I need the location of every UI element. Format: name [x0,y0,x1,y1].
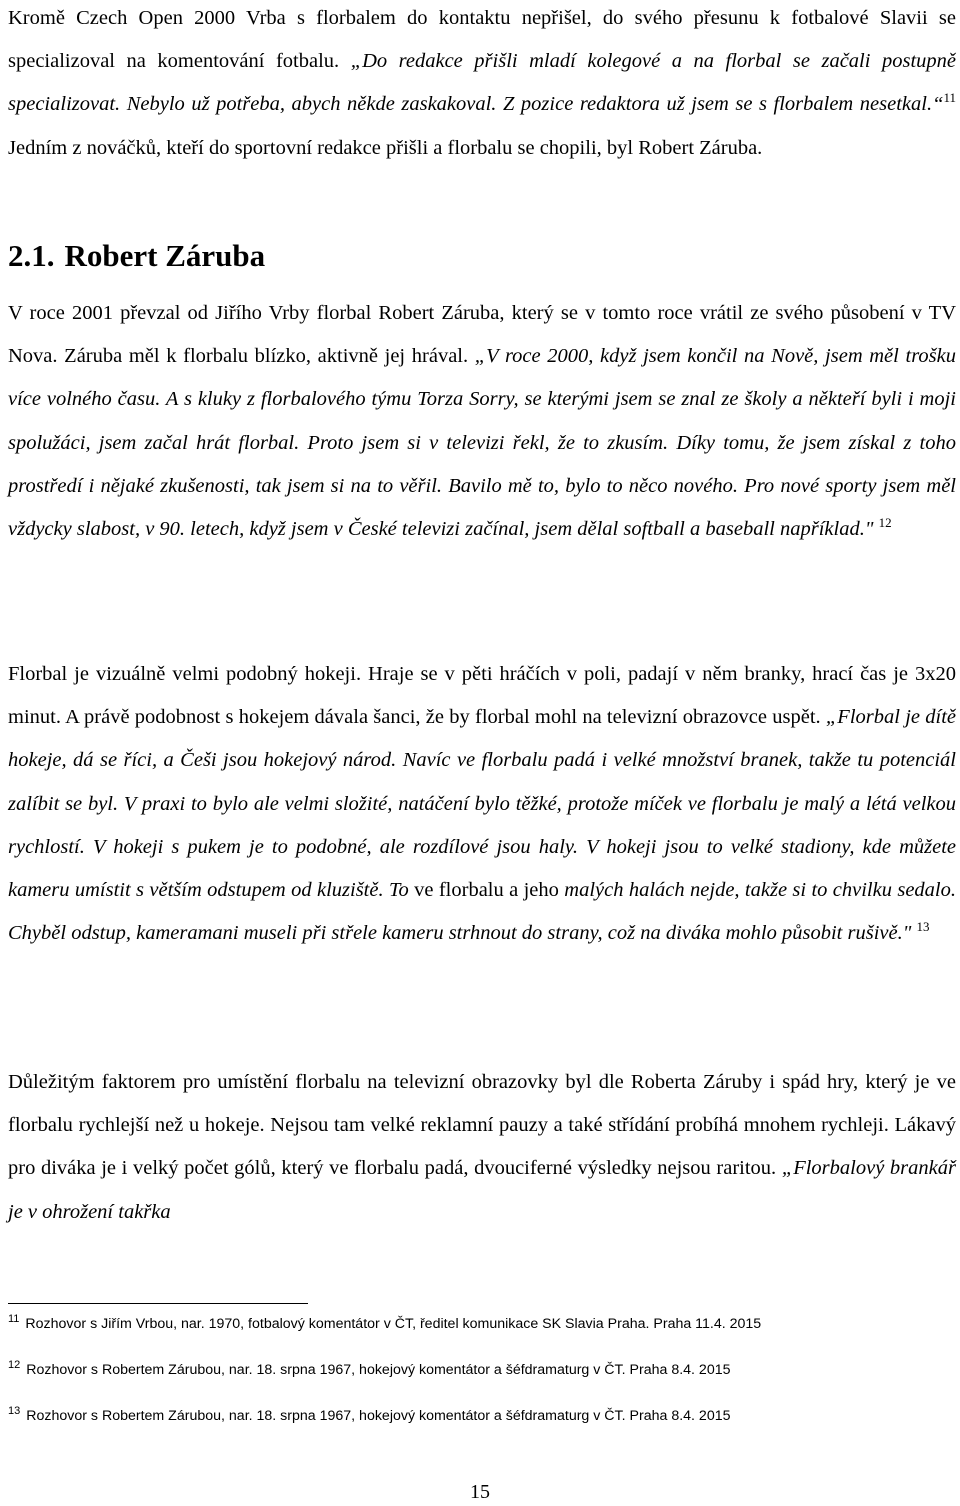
paragraph-text: Důležitým faktorem pro umístění florbalu na televizní obrazovky byl dle Roberta Záruby i spád hry, který je ve florbalu rychlejší než u hokeje. Nejsou tam velké reklamní pauzy a také střídání probíhá mnohem rychleji. Lákavý pro diváka je i velký počet gólů, který ve florbalu padá, dvouciferné výsledky nejsou raritou. [8,1071,956,1180]
section-heading [8,230,265,282]
footnote-separator [8,1303,308,1304]
section-number: 2.1. [8,238,55,273]
footnotes [8,1314,956,1452]
zaruba-quote: „Florbal je dítě hokeje, dá se říci, a Češi jsou hokejový národ. Navíc ve florbalu padá i velké množství branek, takže tu potenciál zalíbit se byl. V praxi to bylo ale velmi složité, natáčení bylo těžké, protože míček ve florbalu je malý a létá velkou rychlostí. V hokeji s pukem je to podobné, ale rozdílové jsou haly. V hokeji jsou to velké stadiony, kde můžete kameru umístit s větším odstupem od kluziště. To [8,706,956,902]
section-title: Robert Záruba [64,238,266,273]
footnote-reference-13[interactable]: 13 [916,919,930,935]
footnote-text: Rozhovor s Jiřím Vrbou, nar. 1970, fotbalový komentátor v ČT, ředitel komunikace SK Slavia Praha. Praha 11.4. 2015 [25,1316,762,1332]
zaruba-quote-continued: malých halách nejde, takže si to chvilku sedalo. Chyběl odstup, kameramani museli při střele kameru strhnout do strany, což na diváka mohlo působit rušivě." [8,879,957,945]
footnote-reference-12[interactable]: 12 [878,515,892,531]
vrba-quote: „Do redakce přišli mladí kolegové a na florbal se začali postupně specializovat. Nebylo už potřeba, abych někde zaskakoval. Z pozice redaktora už jsem se s florbalem nesetkal.“ [8,50,956,116]
paragraph-text: ve florbalu a jeho [408,879,565,902]
paragraph-vrba-intro [8,0,956,170]
paragraph-text: V roce 2001 převzal od Jiřího Vrby florbal Robert Záruba, který se v tomto roce vrátil ze svého působení v TV Nova. Záruba měl k florbalu blízko, aktivně jej hrával. [8,302,956,368]
paragraph-text: Kromě Czech Open 2000 Vrba s florbalem do kontaktu nepřišel, do svého přesunu k fotbalové Slavii se specializoval na komentování fotbalu. [8,7,956,73]
footnote-reference-11[interactable]: 11 [943,90,956,106]
goalkeeper-quote: „Florbalový brankář je v ohrožení takřka [8,1157,956,1223]
paragraph-game-pace [8,1061,956,1234]
footnote-number: 12 [8,1359,21,1372]
page-number: 15 [470,1481,490,1503]
footnote-text: Rozhovor s Robertem Zárubou, nar. 18. srpna 1967, hokejový komentátor a šéfdramaturg v ČT. Praha 8.4. 2015 [26,1362,731,1378]
paragraph-text: Florbal je vizuálně velmi podobný hokeji. Hraje se v pěti hráčích v poli, padají v něm branky, hrací čas je 3x20 minut. A právě podobnost s hokejem dávala šanci, že by florbal mohl na televizní obrazovce uspět. [8,663,956,729]
footnote-number: 13 [8,1405,21,1418]
footnote-13 [8,1406,956,1452]
footnote-text: Rozhovor s Robertem Zárubou, nar. 18. srpna 1967, hokejový komentátor a šéfdramaturg v ČT. Praha 8.4. 2015 [26,1408,731,1424]
paragraph-text: Jedním z nováčků, kteří do sportovní redakce přišli a florbalu se chopili, byl Robert Záruba. [8,136,763,159]
footnote-number: 11 [8,1313,20,1326]
footnote-12 [8,1360,956,1406]
paragraph-zaruba-takeover [8,292,956,551]
paragraph-hockey-similarity [8,653,956,955]
zaruba-quote: „V roce 2000, když jsem končil na Nově, jsem měl trošku více volného času. A s kluky z florbalového týmu Torza Sorry, se kterými jsem se znal ze školy a někteří byli i moji spolužáci, jsem začal hrát florbal. Proto jsem si v televizi řekl, že to zkusím. Díky tomu, že jsem získal z toho prostředí i nějaké zkušenosti, tak jsem si na to věřil. Bavilo mě to, bylo to něco nového. Pro nové sporty jsem měl vždycky slabost, v 90. letech, když jsem v České televizi začínal, jsem dělal softball a baseball například." [8,345,956,541]
footnote-11 [8,1314,956,1360]
